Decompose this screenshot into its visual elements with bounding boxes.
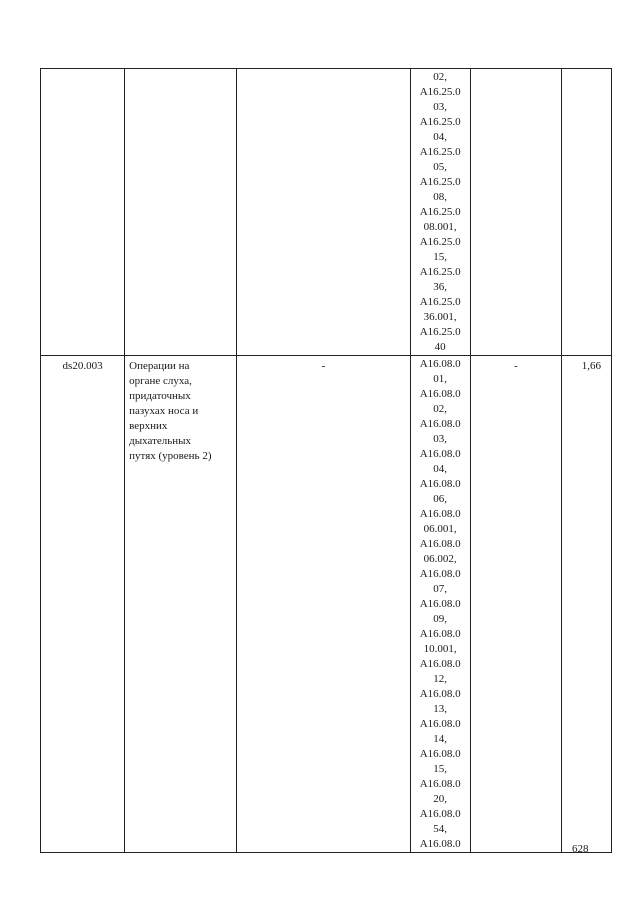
column-3-cell: - [237,356,410,853]
cell-line: 06.002, [423,553,457,565]
cell-line: 02, [433,403,448,415]
name-cell [125,69,237,356]
cell-line: A16.25.0 [419,176,461,188]
cell-line: 03, [433,433,448,445]
cell-line: A16.08.0 [419,538,461,550]
cell-line: 13, [433,703,448,715]
table-row [41,69,612,356]
cell-line: 36, [433,281,448,293]
cell-line: придаточных [129,390,191,402]
cell-line: A16.08.0 [419,628,461,640]
cell-line: 07, [433,583,448,595]
code-cell [41,69,125,356]
services-cell [410,69,470,356]
cell-line: 15, [433,763,448,775]
column-5-cell [470,69,561,356]
cell-line: дыхательных [129,435,192,447]
column-3-cell [237,69,410,356]
cell-line: 54, [433,823,448,835]
cell-line: 09, [433,613,448,625]
cell-line: A16.08.0 [419,358,461,370]
cell-line: путях (уровень 2) [129,450,212,462]
cell-line: A16.08.0 [419,688,461,700]
cell-line: A16.08.0 [419,448,461,460]
cell-line: Операции на [129,360,190,372]
cell-line: 04, [433,131,448,143]
cell-line: 15, [433,251,448,263]
cell-line: A16.25.0 [419,116,461,128]
cell-line: 02, [433,71,448,83]
cell-line: 03, [433,101,448,113]
cell-line: A16.25.0 [419,296,461,308]
cell-line: 04, [433,463,448,475]
code-cell: ds20.003 [41,356,125,853]
name-cell [125,356,237,853]
cell-line: органе слуха, [129,375,192,387]
cell-line: A16.08.0 [419,508,461,520]
cell-line: 14, [433,733,448,745]
coefficient-cell [561,69,611,356]
cell-line: 20, [433,793,448,805]
cell-line: 08, [433,191,448,203]
cell-line: A16.08.0 [419,838,461,850]
page-number: 628 [572,843,589,855]
table-row [41,356,612,853]
cell-line: пазухах носа и [129,405,199,417]
tariff-table [40,68,612,853]
cell-line: A16.25.0 [419,86,461,98]
cell-line: A16.08.0 [419,478,461,490]
cell-line: 40 [434,341,446,353]
cell-line: A16.08.0 [419,568,461,580]
cell-line: A16.08.0 [419,658,461,670]
cell-line: 06, [433,493,448,505]
cell-line: A16.08.0 [419,778,461,790]
column-5-cell: - [470,356,561,853]
cell-line: A16.08.0 [419,748,461,760]
cell-line: A16.25.0 [419,206,461,218]
cell-line: 36.001, [423,311,457,323]
coefficient-cell: 1,66 [561,356,611,853]
cell-line: A16.25.0 [419,236,461,248]
cell-line: A16.08.0 [419,808,461,820]
services-cell [410,356,470,853]
cell-line: 08.001, [423,221,457,233]
cell-line: 06.001, [423,523,457,535]
cell-line: 10.001, [423,643,457,655]
cell-line: 01, [433,373,448,385]
cell-line: 12, [433,673,448,685]
cell-line: A16.08.0 [419,598,461,610]
cell-line: 05, [433,161,448,173]
cell-line: A16.08.0 [419,718,461,730]
cell-line: A16.25.0 [419,146,461,158]
cell-line: верхних [129,420,168,432]
cell-line: A16.25.0 [419,266,461,278]
cell-line: A16.25.0 [419,326,461,338]
cell-line: A16.08.0 [419,418,461,430]
cell-line: A16.08.0 [419,388,461,400]
